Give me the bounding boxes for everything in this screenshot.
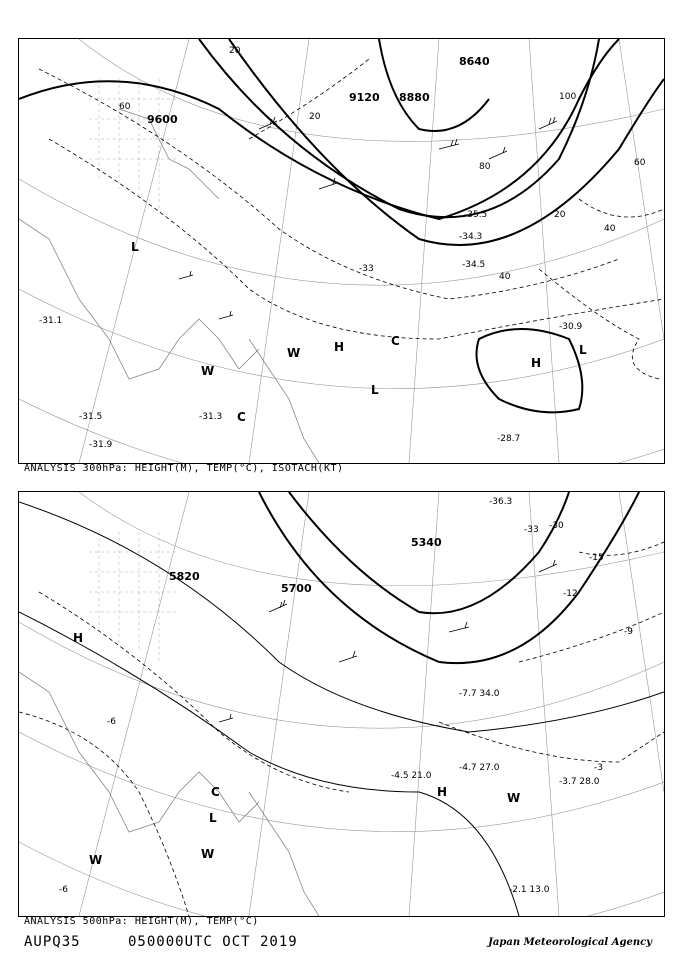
- station-label: -7.7 34.0: [459, 689, 500, 699]
- temp-label: -31.9: [89, 440, 113, 450]
- temp-label: -30.9: [559, 322, 583, 332]
- temp-label: -33: [524, 525, 539, 535]
- height-label: 8640: [459, 55, 490, 68]
- temp-label: -31.3: [199, 412, 223, 422]
- temp-label: -15: [589, 553, 604, 563]
- low-pressure-symbol: L: [579, 343, 587, 357]
- low-pressure-symbol: L: [209, 811, 217, 825]
- temp-label: -6: [107, 717, 116, 727]
- low-pressure-symbol: L: [371, 383, 379, 397]
- product-code: AUPQ35: [24, 934, 81, 950]
- temp-label: -35.5: [464, 210, 488, 220]
- agency-name: Japan Meteorological Agency: [488, 937, 652, 948]
- station-label: -4.5 21.0: [391, 771, 432, 781]
- height-label: 5820: [169, 570, 200, 583]
- isotach-label: 60: [119, 102, 131, 112]
- hatched-area: [89, 532, 179, 662]
- temp-label: -28.7: [497, 434, 521, 444]
- temp-label: -31.1: [39, 316, 63, 326]
- temp-label: -33: [359, 264, 374, 274]
- warm-center-symbol: W: [201, 364, 215, 378]
- isotach-label: 80: [479, 162, 491, 172]
- high-pressure-symbol: H: [334, 340, 345, 354]
- height-label: 9120: [349, 91, 380, 104]
- temp-label: -36.3: [489, 497, 513, 507]
- height-contours: [259, 492, 639, 663]
- graticule: [19, 492, 664, 916]
- temp-label: -31.5: [79, 412, 103, 422]
- wind-barbs: [179, 117, 557, 319]
- hatched-area: [89, 79, 179, 209]
- height-label: 8880: [399, 91, 430, 104]
- temp-label: -3: [594, 763, 603, 773]
- high-pressure-symbol: H: [73, 631, 84, 645]
- height-label: 5340: [411, 536, 442, 549]
- station-label: -3.7 28.0: [559, 777, 600, 787]
- warm-center-symbol: W: [507, 791, 521, 805]
- valid-time: 050000UTC OCT 2019: [128, 934, 298, 950]
- warm-center-symbol: W: [287, 346, 301, 360]
- temp-label: -34.3: [459, 232, 483, 242]
- graticule: [19, 39, 664, 463]
- temp-label: -9: [624, 627, 633, 637]
- cold-center-symbol: C: [237, 410, 246, 424]
- cold-center-symbol: C: [211, 785, 220, 799]
- station-label: -2.1 13.0: [509, 885, 550, 895]
- isotach-label: 20: [309, 112, 321, 122]
- height-contours-thin: [19, 502, 664, 916]
- warm-center-symbol: W: [201, 847, 215, 861]
- temp-label: -34.5: [462, 260, 486, 270]
- high-pressure-symbol: H: [437, 785, 448, 799]
- isotach-label: 60: [634, 158, 646, 168]
- high-pressure-symbol: H: [531, 356, 542, 370]
- map-panel-300hpa: [18, 38, 665, 464]
- panel-caption-500hpa: ANALYSIS 500hPa: HEIGHT(M), TEMP(°C): [24, 916, 259, 927]
- temp-label: -6: [59, 885, 68, 895]
- temp-label: -12: [563, 589, 578, 599]
- isotach-label: 20: [229, 46, 241, 56]
- height-label: 5700: [281, 582, 312, 595]
- panel-caption-300hpa: ANALYSIS 300hPa: HEIGHT(M), TEMP(°C), ISOTACH(KT): [24, 463, 344, 474]
- isotach-label: 40: [604, 224, 616, 234]
- low-pressure-symbol: L: [131, 240, 139, 254]
- temp-label: -30: [549, 521, 564, 531]
- station-label: -4.7 27.0: [459, 763, 500, 773]
- isotach-label: 40: [499, 272, 511, 282]
- isotach-label: 20: [554, 210, 566, 220]
- height-label: 9600: [147, 113, 178, 126]
- weather-map-300hpa: [19, 39, 664, 463]
- cold-center-symbol: C: [391, 334, 400, 348]
- warm-center-symbol: W: [89, 853, 103, 867]
- isotach-label: 100: [559, 92, 577, 102]
- map-panel-500hpa: [18, 491, 665, 917]
- weather-map-500hpa: [19, 492, 664, 916]
- coastline: [19, 672, 319, 916]
